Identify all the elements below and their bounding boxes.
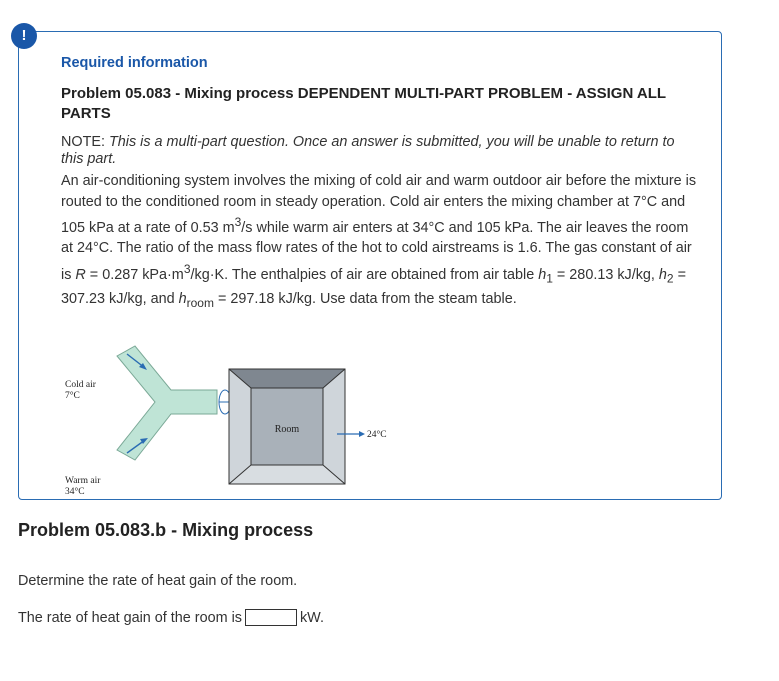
mixing-duct [117,346,217,460]
room-label: Room [274,424,300,435]
alert-icon: ! [11,23,37,49]
warm-air-label: Warm air [65,476,101,486]
note-prefix: NOTE: [61,134,109,150]
problem-title: Problem 05.083 - Mixing process DEPENDENT MULTI-PART PROBLEM - ASSIGN ALL PARTS [61,85,666,122]
required-info-box [18,31,722,500]
question-text: Determine the rate of heat gain of the room. [18,573,298,589]
answer-row [18,609,324,626]
cold-air-temp: 7°C [65,391,80,401]
problem-statement: An air-conditioning system involves the mixing of cold air and warm outdoor air before the mixture is routed to the conditioned room in steady operation. Cold air enters the mixing chamber at 7°C and 105 kPa at a rate of 0.53 $m^3/s$ while warm air enters at 34°C and 105 kPa. The air leaves the room at 24°C. The ratio of the mass flow rates of the hot to cold airstreams is 1.6. The gas constant of air is R = 0.287 $kPa\cdot m^3/kg\cdot K$. The enthalpies of air are obtained from air table $h_1 = 280.13$ kJ/kg, $h_2 = 307.23$ kJ/kg, and $h_{room} = 297.18$ kJ/kg. Use data from the steam table. [61,173,697,310]
exit-temp-label: 24°C [367,430,387,440]
answer-unit: kW. [299,609,324,626]
note-text [61,134,691,168]
answer-prefix: The rate of heat gain of the room is [18,609,242,626]
note-body: This is a multi-part question. Once an answer is submitted, you will be unable to return to this part. [61,134,675,167]
mixing-process-diagram [59,332,387,497]
heat-gain-input[interactable] [245,609,297,626]
part-title: Problem 05.083.b - Mixing process [18,520,314,540]
cold-air-label: Cold air [65,380,96,390]
required-information-heading: Required information [61,55,208,71]
warm-air-temp: 34°C [65,487,85,497]
